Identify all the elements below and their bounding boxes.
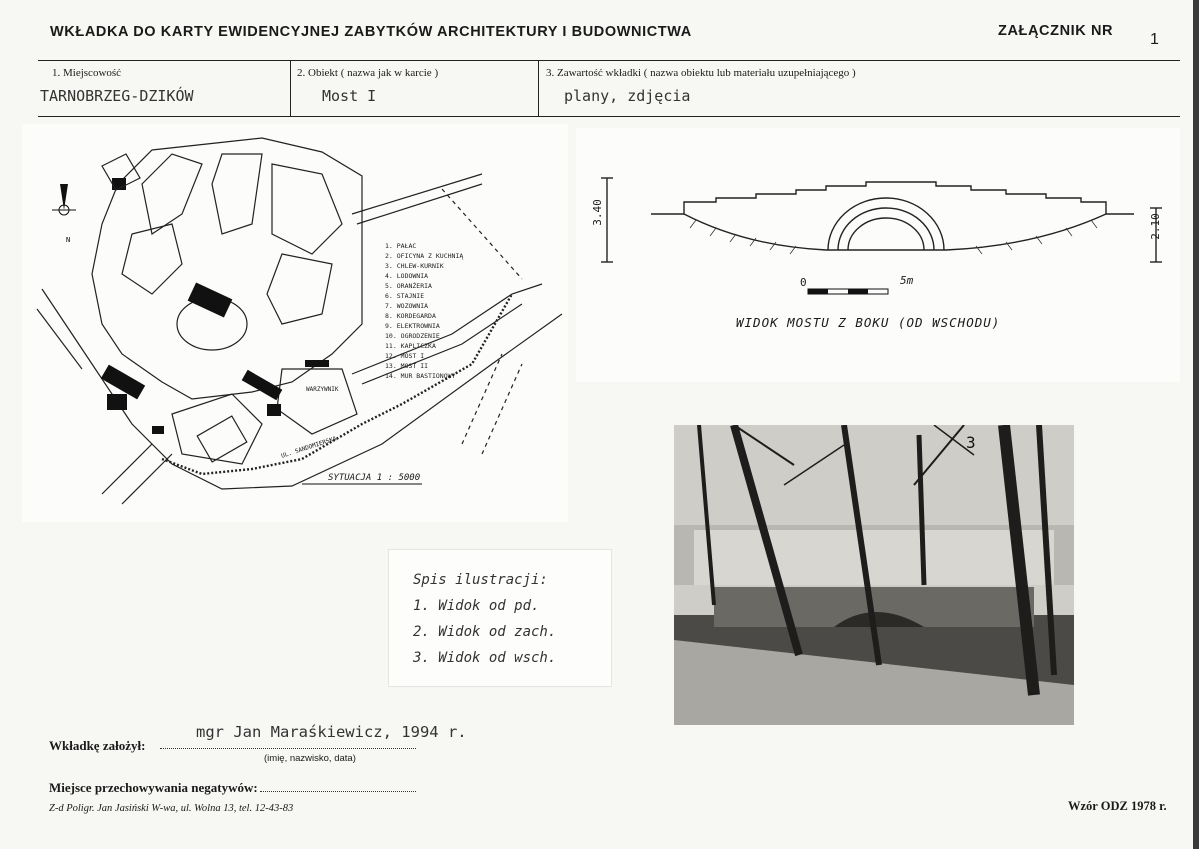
annex-label: ZAŁĄCZNIK NR [998, 23, 1114, 39]
contents-value: plany, zdjęcia [564, 87, 691, 105]
street-label: UL. SANDOMIERSKA [280, 435, 338, 460]
created-by-hint: (imię, nazwisko, data) [264, 753, 356, 764]
illustrations-title: Spis ilustracji: [413, 572, 548, 588]
contents-label: 3. Zawartość wkładki ( nazwa obiektu lub materiału uzupełniającego ) [546, 67, 856, 79]
scale-start: 0 [800, 276, 807, 289]
legend-item: 11. KAPLICZKA [385, 342, 436, 350]
height-left-dimension: 3.40 [590, 199, 604, 226]
photo-number: 3 [966, 433, 976, 452]
site-plan [22, 124, 568, 522]
site-plan-legend [385, 241, 463, 381]
printer-imprint: Z-d Poligr. Jan Jasiński W-wa, ul. Wolna 13, tel. 12-43-83 [49, 803, 294, 814]
svg-text:N: N [66, 236, 71, 244]
scale-end: 5m [900, 274, 914, 287]
header-rule-top [38, 60, 1180, 61]
legend-item: 13. MOST II [385, 362, 429, 370]
created-by-line [160, 748, 416, 749]
bridge-profile [576, 128, 1180, 382]
header-rule-bottom [38, 116, 1180, 117]
profile-caption: WIDOK MOSTU Z BOKU (OD WSCHODU) [736, 315, 1001, 330]
site-plan-drawing [22, 124, 568, 522]
object-label: 2. Obiekt ( nazwa jak w karcie ) [297, 67, 439, 79]
negatives-label: Miejsce przechowywania negatywów: [49, 780, 258, 795]
illustrations-list [388, 549, 612, 687]
legend-item: 6. STAJNIE [385, 292, 425, 300]
created-by-label: Wkładkę założył: [49, 738, 146, 753]
created-by-value: mgr Jan Maraśkiewicz, 1994 r. [196, 723, 467, 741]
legend-item: 14. MUR BASTIONOWY [385, 372, 456, 380]
field-divider-1 [290, 60, 291, 116]
height-right-dimension: 2.10 [1148, 213, 1162, 240]
bridge-photo-image [674, 425, 1074, 725]
garden-label: WARZYWNIK [306, 386, 339, 393]
illustration-item: 3. Widok od wsch. [413, 650, 557, 666]
legend-item: 1. PAŁAC [385, 242, 417, 250]
bridge-photo [674, 425, 1074, 725]
legend-item: 12. MOST I [385, 352, 425, 360]
legend-item: 9. ELEKTROWNIA [385, 322, 440, 330]
object-value: Most I [322, 87, 377, 105]
form-code: Wzór ODZ 1978 r. [1068, 799, 1167, 813]
illustration-item: 2. Widok od zach. [413, 624, 557, 640]
legend-item: 3. CHLEW-KURNIK [385, 262, 444, 270]
locality-value: TARNOBRZEG-DZIKÓW [40, 87, 194, 105]
negatives-line [260, 791, 416, 792]
legend-item: 10. OGRODZENIE [385, 332, 440, 340]
field-divider-2 [538, 60, 539, 116]
annex-number: 1 [1150, 31, 1159, 48]
bridge-profile-drawing [576, 128, 1180, 382]
legend-item: 7. WOZOWNIA [385, 302, 429, 310]
locality-label: 1. Miejscowość [52, 67, 122, 79]
scan-edge [1193, 0, 1199, 849]
site-plan-scale: SYTUACJA 1 : 5000 [328, 473, 421, 483]
sheet-title: WKŁADKA DO KARTY EWIDENCYJNEJ ZABYTKÓW ARCHITEKTURY I BUDOWNICTWA [50, 24, 692, 40]
legend-item: 2. OFICYNA Z KUCHNIĄ [385, 252, 464, 260]
legend-item: 4. LODOWNIA [385, 272, 429, 280]
illustration-item: 1. Widok od pd. [413, 598, 540, 614]
legend-item: 5. ORANŻERIA [385, 282, 432, 290]
legend-item: 8. KORDEGARDA [385, 312, 436, 320]
